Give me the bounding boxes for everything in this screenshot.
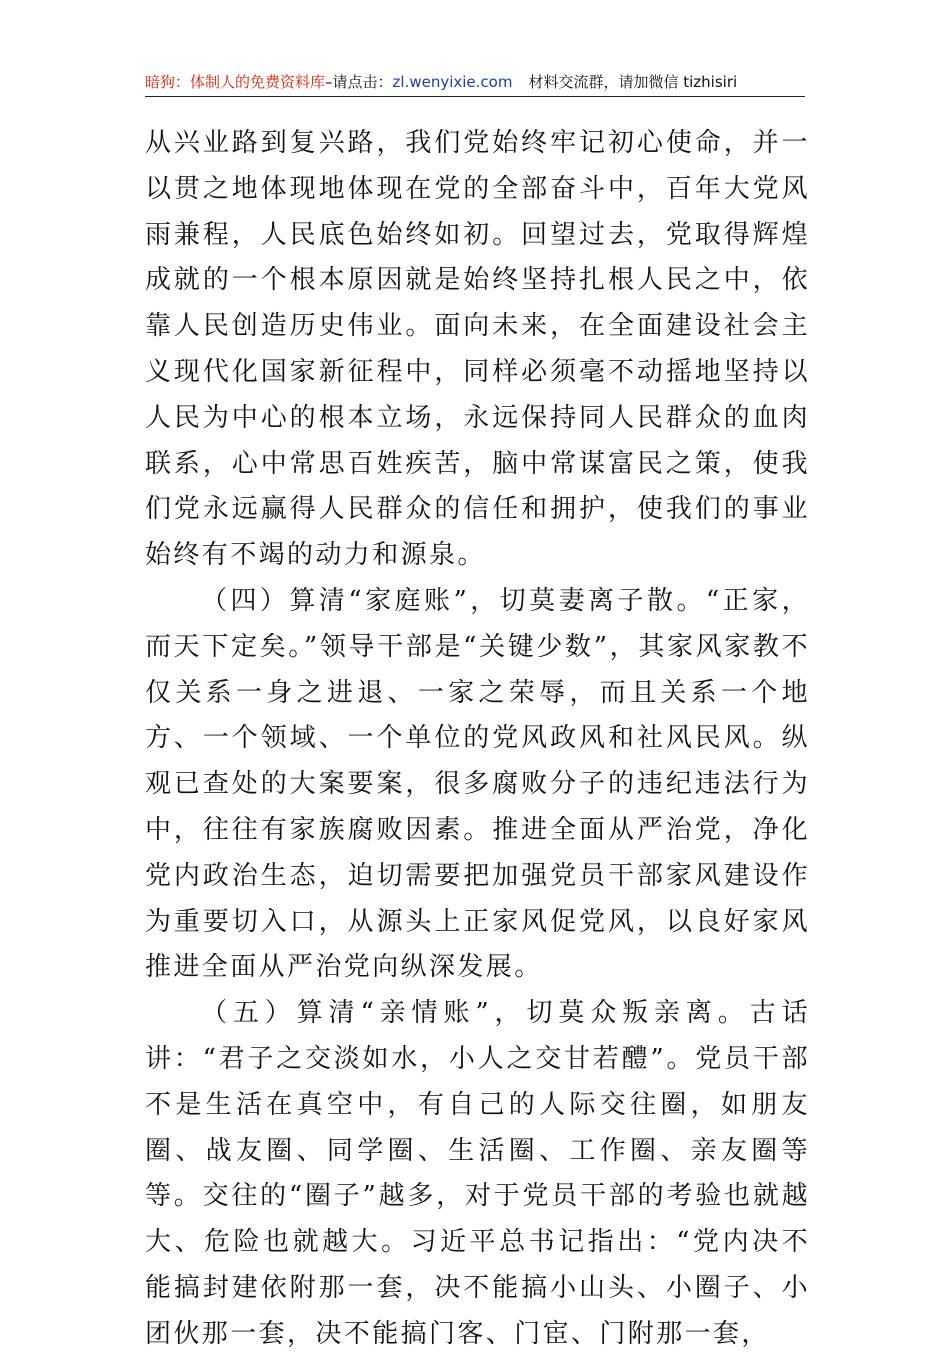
header-group-info: 材料交流群，请加微信 tizhisiri [528, 73, 738, 91]
page-header [145, 70, 805, 97]
document-body [145, 121, 810, 1358]
header-url-link[interactable]: zl.wenyixie.com [392, 73, 513, 91]
paragraph-2: （四）算清“家庭账”，切莫妻离子散。“正家，而天下定矣。”领导干部是“关键少数”，其家风家教不仅关系一身之进退、一家之荣辱，而且关系一个地方、一个领域、一个单位的党风政风和社风民风。纵观已查处的大案要案，很多腐败分子的违纪违法行为中，往往有家族腐败因素。推进全面从严治党，净化党内政治生态，迫切需要把加强党员干部家风建设作为重要切入口，从源头上正家风促党风，以良好家风推进全面从严治党向纵深发展。 [145, 585, 810, 983]
header-brand: 暗狗：体制人的免费资料库 [145, 73, 326, 91]
paragraph-3: （五）算清“亲情账”，切莫众叛亲离。古话讲：“君子之交淡如水，小人之交甘若醴”。党员干部不是生活在真空中，有自己的人际交往圈，如朋友圈、战友圈、同学圈、生活圈、工作圈、亲友圈等等。交往的“圈子”越多，对于党员干部的考验也就越大、危险也就越大。习近平总书记指出：“党内决不能搞封建依附那一套，决不能搞小山头、小圈子、小团伙那一套，决不能搞门客、门宦、门附那一套， [145, 998, 810, 1349]
paragraph-1: 从兴业路到复兴路，我们党始终牢记初心使命，并一以贯之地体现地体现在党的全部奋斗中，百年大党风雨兼程，人民底色始终如初。回望过去，党取得辉煌成就的一个根本原因就是始终坚持扎根人民之中，依靠人民创造历史伟业。面向未来，在全面建设社会主义现代化国家新征程中，同样必须毫不动摇地坚持以人民为中心的根本立场，永远保持同人民群众的血肉联系，心中常思百姓疾苦，脑中常谋富民之策，使我们党永远赢得人民群众的信任和拥护，使我们的事业始终有不竭的动力和源泉。 [145, 128, 810, 571]
header-link-label: –请点击： [325, 73, 393, 91]
